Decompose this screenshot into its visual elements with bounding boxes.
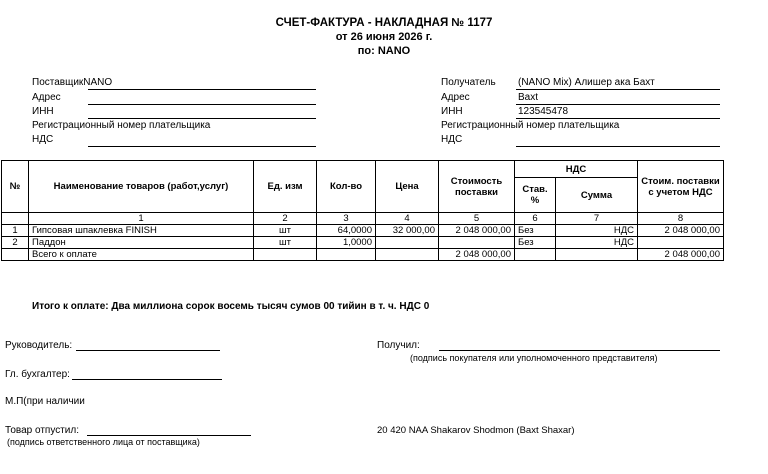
- total-label: Всего к оплате: [29, 249, 254, 261]
- supplier-address-label: Адрес: [32, 92, 61, 103]
- total-spacer: [556, 249, 638, 261]
- supplier-vat-label: НДС: [32, 134, 54, 145]
- column-number: 8: [638, 213, 724, 225]
- released-label: Товар отпустил:: [5, 425, 79, 436]
- row-vat-rate: Без: [515, 237, 556, 249]
- total-spacer: [376, 249, 439, 261]
- row-no: 1: [2, 225, 29, 237]
- total-in-words: Итого к оплате: Два миллиона сорок восемь тысяч сумов 00 тийин в т. ч. НДС 0: [32, 301, 430, 312]
- total-cost: 2 048 000,00: [439, 249, 515, 261]
- column-number: 2: [254, 213, 317, 225]
- row-name: Паддон: [29, 237, 254, 249]
- buyer-address-value: Baxt: [518, 92, 539, 103]
- header-vat-group: НДС: [515, 161, 638, 178]
- released-signature-line: [87, 435, 251, 436]
- total-spacer: [515, 249, 556, 261]
- column-number: 1: [29, 213, 254, 225]
- supplier-label: Поставщик: [32, 77, 84, 88]
- supplier-underline: [88, 89, 316, 90]
- column-number: 4: [376, 213, 439, 225]
- document-contract: по: NANO: [357, 45, 411, 57]
- supplier-value: NANO: [83, 77, 113, 88]
- row-qty: 1,0000: [317, 237, 376, 249]
- header-no: №: [2, 161, 29, 213]
- director-signature-line: [76, 350, 220, 351]
- buyer-label: Получатель: [441, 77, 496, 88]
- header-cost-vat: Стоим. поставки с учетом НДС: [638, 161, 724, 213]
- row-unit: шт: [254, 237, 317, 249]
- accountant-label: Гл. бухгалтер:: [5, 369, 70, 380]
- invoice-table: [1, 160, 724, 261]
- buyer-underline: [516, 89, 720, 90]
- row-cost-vat: [638, 237, 724, 249]
- received-signature-line: [439, 350, 720, 351]
- buyer-value: (NANO Mix) Алишер ака Бахт: [518, 77, 655, 88]
- row-qty: 64,0000: [317, 225, 376, 237]
- header-unit: Ед. изм: [254, 161, 317, 213]
- buyer-inn-value: 123545478: [518, 106, 569, 117]
- row-unit: шт: [254, 225, 317, 237]
- table-row: [2, 237, 724, 249]
- buyer-inn-underline: [516, 118, 720, 119]
- header-vat-sum: Сумма: [556, 178, 638, 213]
- buyer-address-underline: [516, 104, 720, 105]
- row-vat-sum: НДС: [556, 225, 638, 237]
- buyer-inn-label: ИНН: [441, 106, 463, 117]
- table-row: [2, 225, 724, 237]
- row-price: 32 000,00: [376, 225, 439, 237]
- supplier-vat-underline: [88, 146, 316, 147]
- column-number: 7: [556, 213, 638, 225]
- header-name: Наименование товаров (работ,услуг): [29, 161, 254, 213]
- supplier-inn-label: ИНН: [32, 106, 54, 117]
- received-label: Получил:: [377, 340, 420, 351]
- row-name: Гипсовая шпаклевка FINISH: [29, 225, 254, 237]
- total-cost-vat: 2 048 000,00: [638, 249, 724, 261]
- header-qty: Кол-во: [317, 161, 376, 213]
- total-spacer: [317, 249, 376, 261]
- header-price: Цена: [376, 161, 439, 213]
- agent-line: 20 420 NAA Shakarov Shodmon (Baxt Shaxar): [377, 425, 575, 436]
- buyer-address-label: Адрес: [441, 92, 470, 103]
- row-no: 2: [2, 237, 29, 249]
- row-price: [376, 237, 439, 249]
- column-number: 5: [439, 213, 515, 225]
- supplier-address-underline: [88, 104, 316, 105]
- buyer-reg-label: Регистрационный номер плательщика: [441, 120, 620, 131]
- column-number: 3: [317, 213, 376, 225]
- stamp-label: М.П(при наличии: [5, 396, 85, 407]
- supplier-inn-underline: [88, 118, 316, 119]
- total-spacer: [254, 249, 317, 261]
- document-title: СЧЕТ-ФАКТУРА - НАКЛАДНАЯ № 1177: [275, 17, 493, 29]
- buyer-vat-underline: [516, 146, 720, 147]
- row-vat-rate: Без: [515, 225, 556, 237]
- column-number: [2, 213, 29, 225]
- row-vat-sum: НДС: [556, 237, 638, 249]
- row-cost: 2 048 000,00: [439, 225, 515, 237]
- row-cost-vat: 2 048 000,00: [638, 225, 724, 237]
- total-row: [2, 249, 724, 261]
- director-label: Руководитель:: [5, 340, 73, 351]
- received-hint: (подпись покупателя или уполномоченного представителя): [410, 353, 658, 363]
- released-hint: (подпись ответственного лица от поставщика): [7, 437, 200, 447]
- accountant-signature-line: [72, 379, 222, 380]
- supplier-reg-label: Регистрационный номер плательщика: [32, 120, 211, 131]
- total-spacer: [2, 249, 29, 261]
- buyer-vat-label: НДС: [441, 134, 463, 145]
- header-vat-rate: Став. %: [515, 178, 556, 213]
- supplier-field: [32, 77, 112, 88]
- column-numbers-row: [2, 213, 724, 225]
- document-date: от 26 июня 2026 г.: [335, 31, 433, 43]
- header-cost: Стоимость поставки: [439, 161, 515, 213]
- column-number: 6: [515, 213, 556, 225]
- row-cost: [439, 237, 515, 249]
